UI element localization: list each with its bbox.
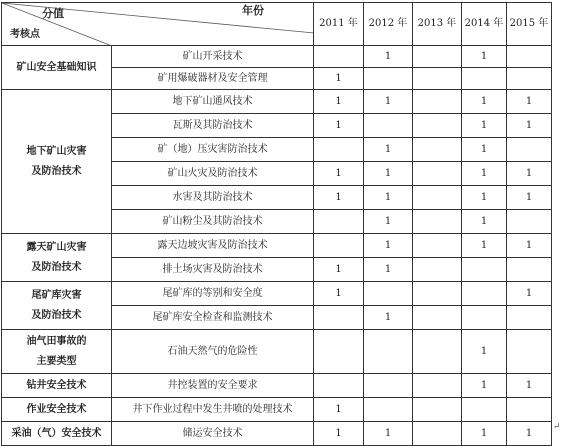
score-cell bbox=[413, 68, 462, 90]
score-cell: 1 bbox=[462, 186, 507, 210]
score-cell: 1 bbox=[507, 374, 552, 398]
score-cell bbox=[413, 306, 462, 330]
year-header-2013: 2013 年 bbox=[413, 3, 462, 46]
category-cell: 采油（气）安全技术 bbox=[2, 422, 112, 446]
assessment-point-cell: 尾矿库安全检查和监测技术 bbox=[112, 306, 314, 330]
score-cell bbox=[413, 398, 462, 422]
year-label: 年份 bbox=[242, 4, 264, 17]
score-cell bbox=[314, 374, 364, 398]
score-cell bbox=[314, 306, 364, 330]
assessment-point-cell: 地下矿山通风技术 bbox=[112, 90, 314, 114]
score-cell bbox=[462, 282, 507, 306]
score-cell: 1 bbox=[507, 186, 552, 210]
category-cell: 油气田事故的 主要类型 bbox=[2, 330, 112, 374]
score-cell: 1 bbox=[314, 162, 364, 186]
score-cell: 1 bbox=[507, 282, 552, 306]
score-cell: 1 bbox=[364, 422, 413, 446]
header-diagonal-cell bbox=[2, 3, 314, 46]
score-cell bbox=[507, 306, 552, 330]
score-cell bbox=[314, 234, 364, 258]
assessment-point-cell: 矿山粉尘及其防治技术 bbox=[112, 210, 314, 234]
score-cell bbox=[314, 138, 364, 162]
score-cell bbox=[314, 330, 364, 374]
score-cell bbox=[364, 398, 413, 422]
score-cell bbox=[507, 330, 552, 374]
assessment-point-cell: 石油天然气的危险性 bbox=[112, 330, 314, 374]
score-cell: 1 bbox=[314, 422, 364, 446]
score-cell: 1 bbox=[364, 234, 413, 258]
score-cell bbox=[462, 258, 507, 282]
assessment-point-cell: 瓦斯及其防治技术 bbox=[112, 114, 314, 138]
score-cell: 1 bbox=[462, 114, 507, 138]
topic-label: 考核点 bbox=[10, 29, 40, 40]
score-cell: 1 bbox=[462, 422, 507, 446]
assessment-point-cell: 矿山火灾及防治技术 bbox=[112, 162, 314, 186]
score-cell bbox=[462, 306, 507, 330]
year-header-2015: 2015 年 bbox=[507, 3, 552, 46]
score-cell bbox=[413, 138, 462, 162]
table-row bbox=[2, 398, 552, 422]
score-cell bbox=[507, 398, 552, 422]
table-row bbox=[2, 330, 552, 374]
exam-score-table bbox=[1, 2, 552, 446]
score-cell: 1 bbox=[364, 306, 413, 330]
category-cell: 钻井安全技术 bbox=[2, 374, 112, 398]
assessment-point-cell: 尾矿库的等别和安全度 bbox=[112, 282, 314, 306]
category-cell: 作业安全技术 bbox=[2, 398, 112, 422]
score-cell: 1 bbox=[507, 234, 552, 258]
score-cell: 1 bbox=[364, 258, 413, 282]
category-cell: 尾矿库灾害 及防治技术 bbox=[2, 282, 112, 330]
score-cell: 1 bbox=[507, 114, 552, 138]
score-cell: 1 bbox=[507, 162, 552, 186]
score-cell: 1 bbox=[314, 282, 364, 306]
score-cell: 1 bbox=[462, 210, 507, 234]
score-cell bbox=[413, 46, 462, 68]
score-cell bbox=[413, 374, 462, 398]
score-cell bbox=[507, 210, 552, 234]
score-cell bbox=[413, 330, 462, 374]
category-cell: 露天矿山灾害 及防治技术 bbox=[2, 234, 112, 282]
score-cell: 1 bbox=[462, 46, 507, 68]
score-cell: 1 bbox=[314, 186, 364, 210]
score-cell bbox=[413, 114, 462, 138]
score-cell: 1 bbox=[364, 138, 413, 162]
score-cell: 1 bbox=[462, 90, 507, 114]
score-cell: 1 bbox=[364, 210, 413, 234]
score-cell bbox=[413, 234, 462, 258]
assessment-point-cell: 水害及其防治技术 bbox=[112, 186, 314, 210]
score-cell: 1 bbox=[462, 234, 507, 258]
table-row bbox=[2, 374, 552, 398]
table-row bbox=[2, 90, 552, 114]
table-row bbox=[2, 282, 552, 306]
score-cell bbox=[413, 90, 462, 114]
score-cell: 1 bbox=[462, 330, 507, 374]
year-header-2011: 2011 年 bbox=[314, 3, 364, 46]
table-row bbox=[2, 46, 552, 68]
assessment-point-cell: 井下作业过程中发生井喷的处理技术 bbox=[112, 398, 314, 422]
score-cell bbox=[364, 374, 413, 398]
header-row bbox=[2, 3, 552, 46]
score-cell bbox=[364, 68, 413, 90]
year-header-2012: 2012 年 bbox=[364, 3, 413, 46]
category-cell: 矿山安全基础知识 bbox=[2, 46, 112, 90]
score-cell: 1 bbox=[314, 114, 364, 138]
score-cell: 1 bbox=[462, 374, 507, 398]
score-cell bbox=[507, 46, 552, 68]
score-cell bbox=[413, 422, 462, 446]
score-cell bbox=[314, 46, 364, 68]
score-cell bbox=[507, 138, 552, 162]
category-cell: 地下矿山灾害 及防治技术 bbox=[2, 90, 112, 234]
score-cell: 1 bbox=[462, 162, 507, 186]
table-row bbox=[2, 234, 552, 258]
assessment-point-cell: 露天边坡灾害及防治技术 bbox=[112, 234, 314, 258]
score-cell: 1 bbox=[364, 162, 413, 186]
score-cell bbox=[413, 162, 462, 186]
score-cell: 1 bbox=[364, 186, 413, 210]
score-cell: 1 bbox=[314, 90, 364, 114]
table-row bbox=[2, 422, 552, 446]
score-cell bbox=[507, 258, 552, 282]
assessment-point-cell: 排土场灾害及防治技术 bbox=[112, 258, 314, 282]
score-cell bbox=[413, 282, 462, 306]
score-cell: 1 bbox=[314, 258, 364, 282]
assessment-point-cell: 储运安全技术 bbox=[112, 422, 314, 446]
score-cell bbox=[364, 330, 413, 374]
assessment-point-cell: 矿山开采技术 bbox=[112, 46, 314, 68]
score-cell: 1 bbox=[314, 68, 364, 90]
score-cell bbox=[364, 114, 413, 138]
score-cell: 1 bbox=[462, 138, 507, 162]
score-cell bbox=[413, 258, 462, 282]
score-label: 分值 bbox=[42, 7, 64, 20]
score-cell: 1 bbox=[507, 90, 552, 114]
score-cell bbox=[314, 210, 364, 234]
score-cell: 1 bbox=[364, 46, 413, 68]
score-cell bbox=[462, 398, 507, 422]
assessment-point-cell: 矿（地）压灾害防治技术 bbox=[112, 138, 314, 162]
score-cell: 1 bbox=[314, 398, 364, 422]
score-cell: 1 bbox=[364, 90, 413, 114]
score-cell bbox=[413, 210, 462, 234]
score-cell bbox=[462, 68, 507, 90]
score-cell: 1 bbox=[507, 422, 552, 446]
score-cell bbox=[507, 68, 552, 90]
edge-mark: ↵ bbox=[553, 422, 561, 432]
score-cell bbox=[364, 282, 413, 306]
score-cell bbox=[413, 186, 462, 210]
assessment-point-cell: 井控装置的安全要求 bbox=[112, 374, 314, 398]
year-header-2014: 2014 年 bbox=[462, 3, 507, 46]
assessment-point-cell: 矿用爆破器材及安全管理 bbox=[112, 68, 314, 90]
